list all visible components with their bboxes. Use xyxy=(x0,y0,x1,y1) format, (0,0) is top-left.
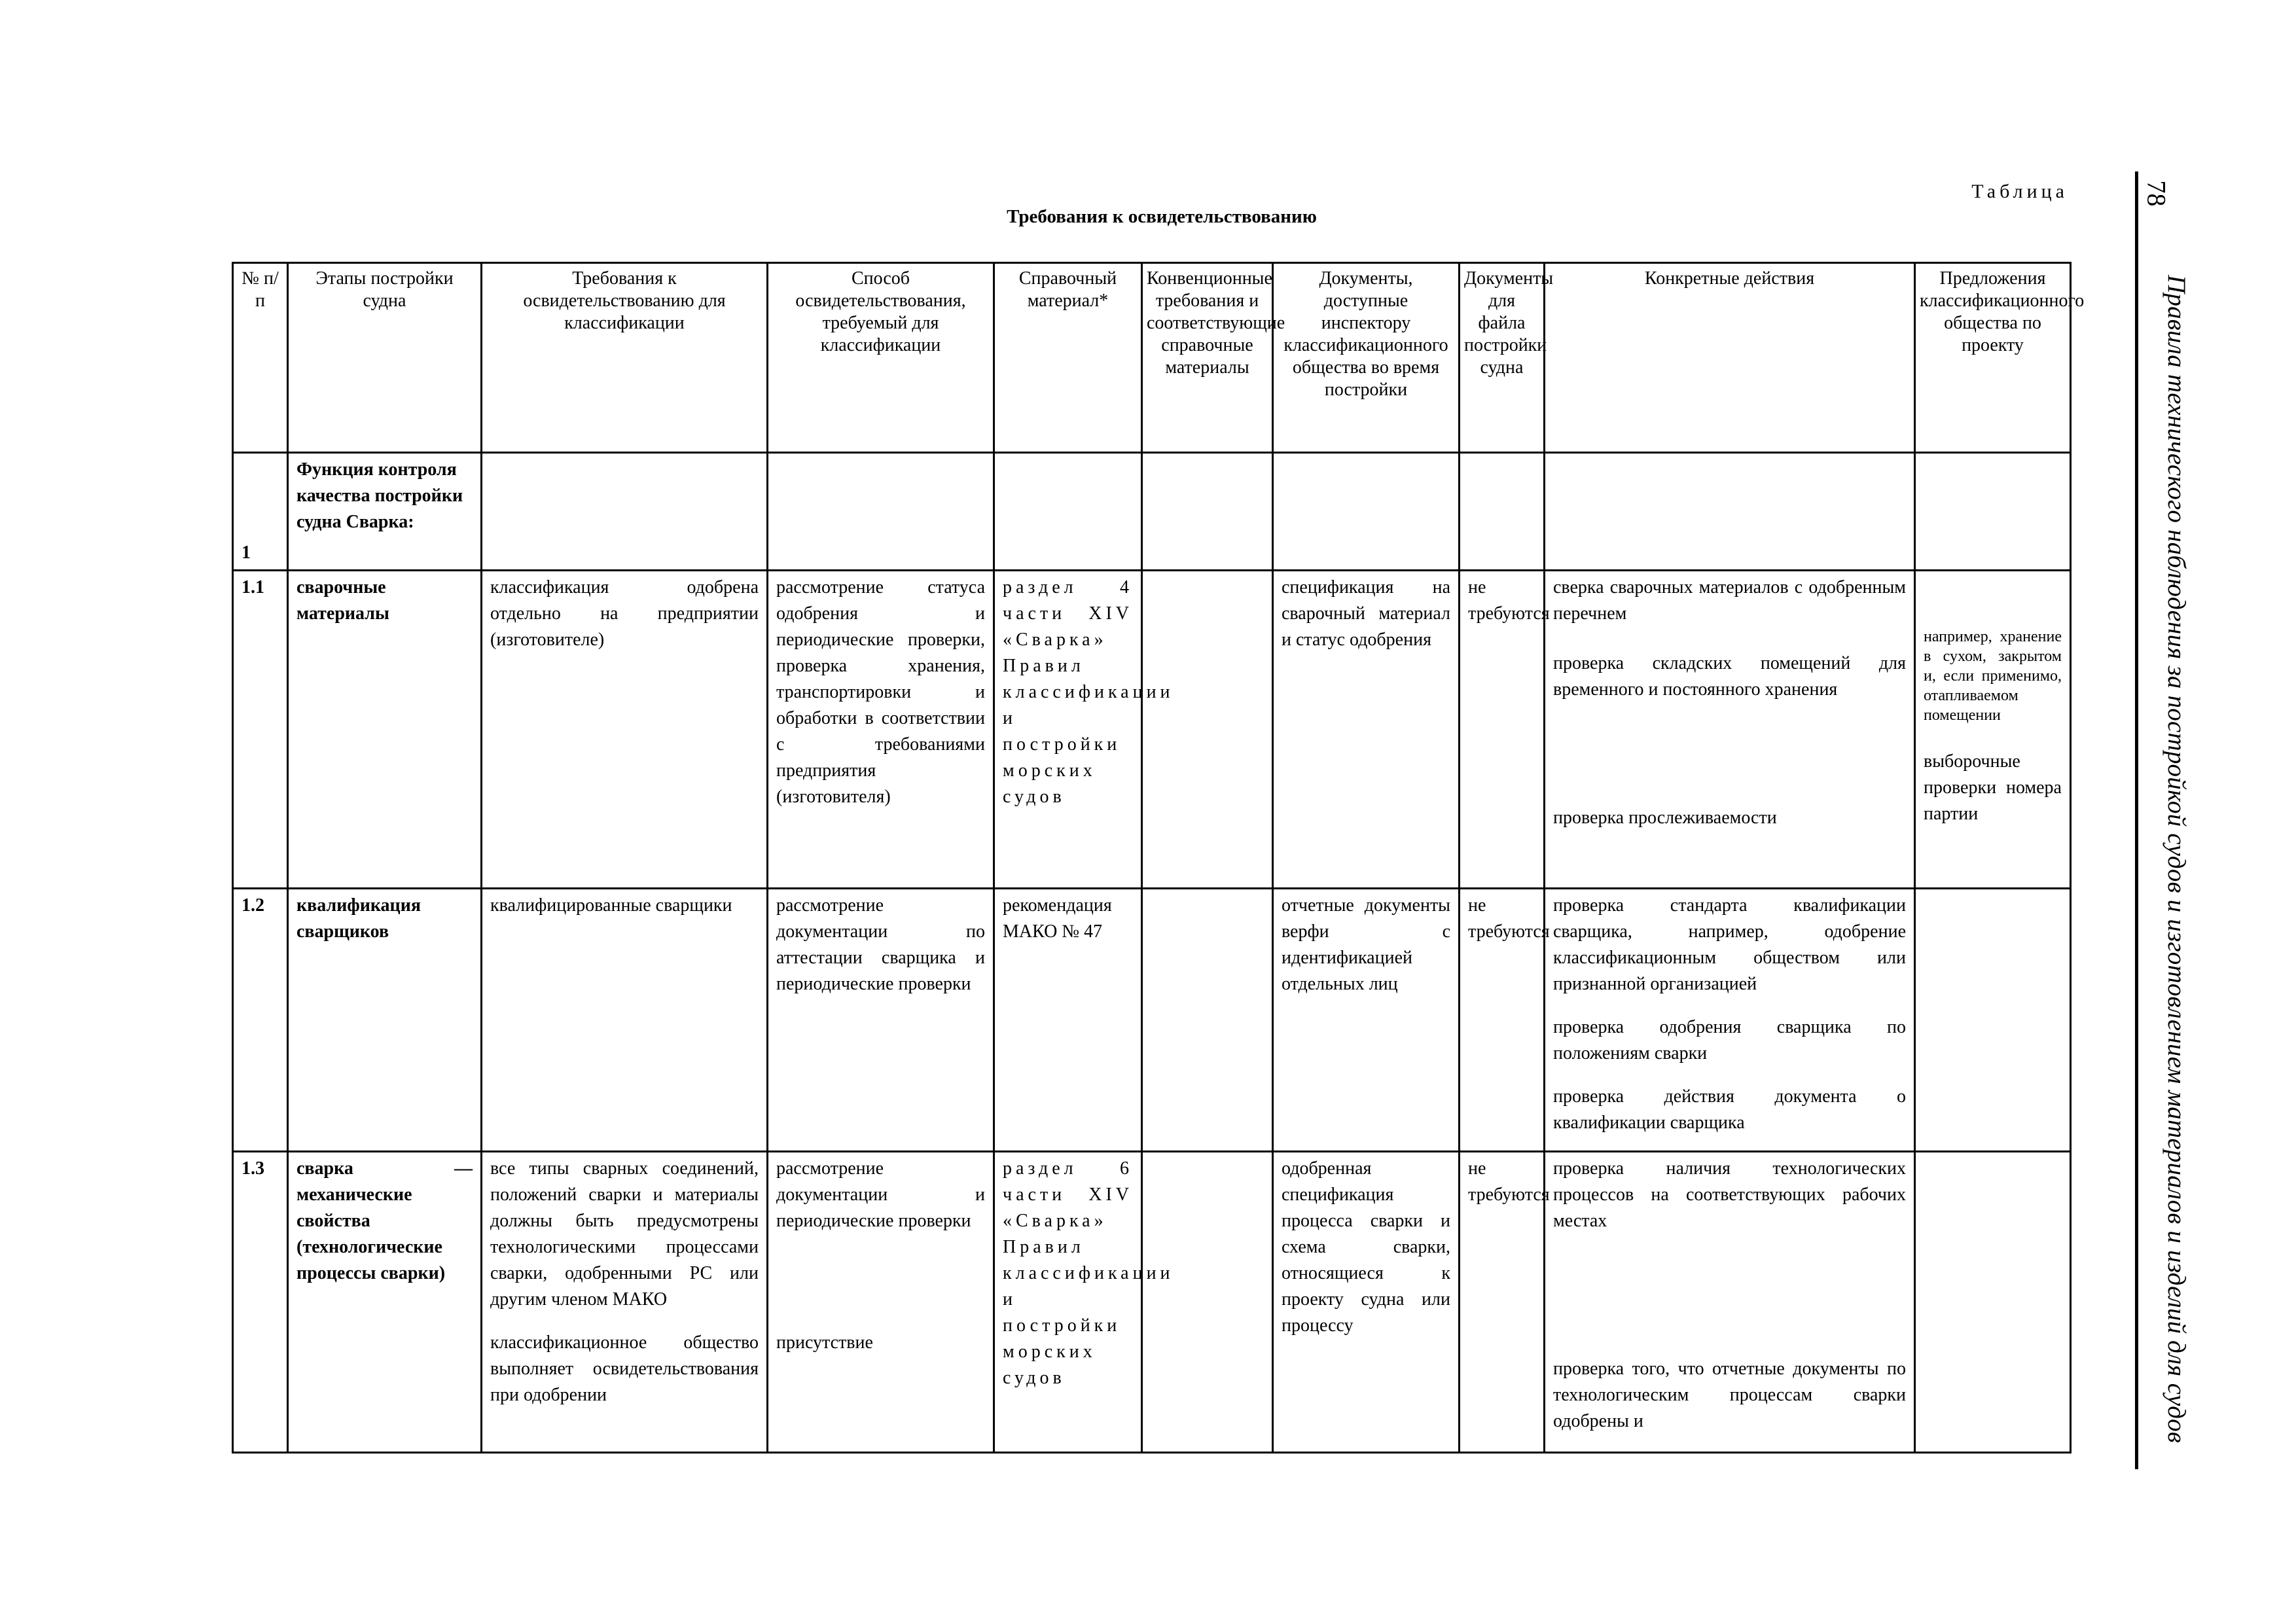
row-reference: раздел 6 части XIV «Сварка» Правил классификации и постройки морских судов xyxy=(994,1152,1142,1453)
row-docs-available xyxy=(1273,453,1460,571)
action-item: проверка прослеживаемости xyxy=(1553,808,1777,828)
row-convention xyxy=(1142,889,1273,1152)
row-reference: раздел 4 части XIV «Сварка» Правил классификации и постройки морских судов xyxy=(994,571,1142,889)
page-number-text: 78 xyxy=(2142,180,2172,207)
page-number xyxy=(2144,178,2189,217)
row-proposals xyxy=(1915,571,2071,889)
table-row xyxy=(233,1152,2071,1453)
row-num: 1 xyxy=(233,453,288,571)
proposal-item: выборочные проверки номера партии xyxy=(1924,751,2062,824)
row-requirements: квалифицированные сварщики xyxy=(482,889,768,1152)
row-reference: рекомендация МАКО № 47 xyxy=(994,889,1142,1152)
col-header-docs-available: Документы, доступные инспектору классификационного общества во время постройки xyxy=(1273,263,1460,453)
row-convention xyxy=(1142,453,1273,571)
col-header-stage: Этапы постройки судна xyxy=(288,263,482,453)
row-docs-file: не требуются xyxy=(1460,1152,1545,1453)
action-item: проверка стандарта квалификации сварщика, например, одобрение классификационным обществом или признанной организацией xyxy=(1553,895,1906,994)
row-requirements xyxy=(482,1152,768,1453)
row-stage: квалификация сварщиков xyxy=(288,889,482,1152)
row-actions xyxy=(1545,453,1915,571)
table-row xyxy=(233,889,2071,1152)
row-stage: сварочные материалы xyxy=(288,571,482,889)
action-item: проверка складских помещений для временного и постоянного хранения xyxy=(1553,653,1906,700)
table-label: Таблица xyxy=(1971,181,2068,202)
table-row xyxy=(233,571,2071,889)
row-num: 1.3 xyxy=(233,1152,288,1453)
row-docs-file: не требуются xyxy=(1460,571,1545,889)
page-title: Требования к освидетельствованию xyxy=(1007,206,1317,227)
method-item: присутствие xyxy=(776,1332,873,1353)
proposal-item: например, хранение в сухом, закрытом и, если применимо, отапливаемом помещении xyxy=(1924,628,2062,724)
row-docs-available: отчетные документы верфи с идентификацией отдельных лиц xyxy=(1273,889,1460,1152)
action-item: проверка одобрения сварщика по положениям сварки xyxy=(1553,1017,1906,1063)
row-method: рассмотрение статуса одобрения и периодические проверки, проверка хранения, транспортировки и обработки в соответствии с требованиями предприятия (изготовителя) xyxy=(768,571,994,889)
row-actions xyxy=(1545,571,1915,889)
col-header-method: Способ освидетельствования, требуемый для классификации xyxy=(768,263,994,453)
row-method xyxy=(768,453,994,571)
col-header-requirements: Требования к освидетельствованию для классификации xyxy=(482,263,768,453)
col-header-reference: Справочный материал* xyxy=(994,263,1142,453)
requirements-table xyxy=(232,262,2085,1454)
row-stage: сварка — механические свойства (технологические процессы сварки) xyxy=(288,1152,482,1453)
row-proposals xyxy=(1915,453,2071,571)
running-title: Правила технического наблюдения за постройкой судов и изготовлением материалов и изделий для судов xyxy=(2162,275,2191,1443)
row-actions xyxy=(1545,889,1915,1152)
row-docs-available: спецификация на сварочный материал и статус одобрения xyxy=(1273,571,1460,889)
row-num: 1.2 xyxy=(233,889,288,1152)
col-header-proposals: Предложения классификационного общества по проекту xyxy=(1915,263,2071,453)
row-proposals xyxy=(1915,889,2071,1152)
row-stage: Функция контроля качества постройки судна Сварка: xyxy=(288,453,482,571)
table-header-row xyxy=(233,263,2071,453)
table-row xyxy=(233,453,2071,571)
action-item: сверка сварочных материалов с одобренным перечнем xyxy=(1553,577,1906,624)
requirement-item: все типы сварных соединений, положений сварки и материалы должны быть предусмотрены технологическими процессами сварки, одобренными РС или другим членом МАКО xyxy=(490,1158,759,1310)
row-requirements xyxy=(482,453,768,571)
row-reference xyxy=(994,453,1142,571)
row-convention xyxy=(1142,571,1273,889)
row-docs-available: одобренная спецификация процесса сварки и схема сварки, относящиеся к проекту судна или процессу xyxy=(1273,1152,1460,1453)
row-docs-file xyxy=(1460,453,1545,571)
row-requirements: классификация одобрена отдельно на предприятии (изготовителе) xyxy=(482,571,768,889)
side-rule xyxy=(2135,171,2138,1469)
col-header-docs-file: Документы для файла постройки судна xyxy=(1460,263,1545,453)
row-docs-file: не требуются xyxy=(1460,889,1545,1152)
row-proposals xyxy=(1915,1152,2071,1453)
requirement-item: классификационное общество выполняет освидетельствования при одобрении xyxy=(490,1332,759,1405)
action-item: проверка наличия технологических процессов на соответствующих рабочих местах xyxy=(1553,1158,1906,1231)
col-header-num: № п/п xyxy=(233,263,288,453)
action-item: проверка того, что отчетные документы по технологическим процессам сварки одобрены и xyxy=(1553,1359,1906,1431)
row-method xyxy=(768,1152,994,1453)
row-convention xyxy=(1142,1152,1273,1453)
col-header-actions: Конкретные действия xyxy=(1545,263,1915,453)
action-item: проверка действия документа о квалификации сварщика xyxy=(1553,1086,1906,1133)
row-num: 1.1 xyxy=(233,571,288,889)
col-header-convention: Конвенционные требования и соответствующие справочные материалы xyxy=(1142,263,1273,453)
row-actions xyxy=(1545,1152,1915,1453)
row-method: рассмотрение документации по аттестации сварщика и периодические проверки xyxy=(768,889,994,1152)
running-title-wrap xyxy=(2160,275,2193,1472)
method-item: рассмотрение документации и периодические проверки xyxy=(776,1158,985,1231)
